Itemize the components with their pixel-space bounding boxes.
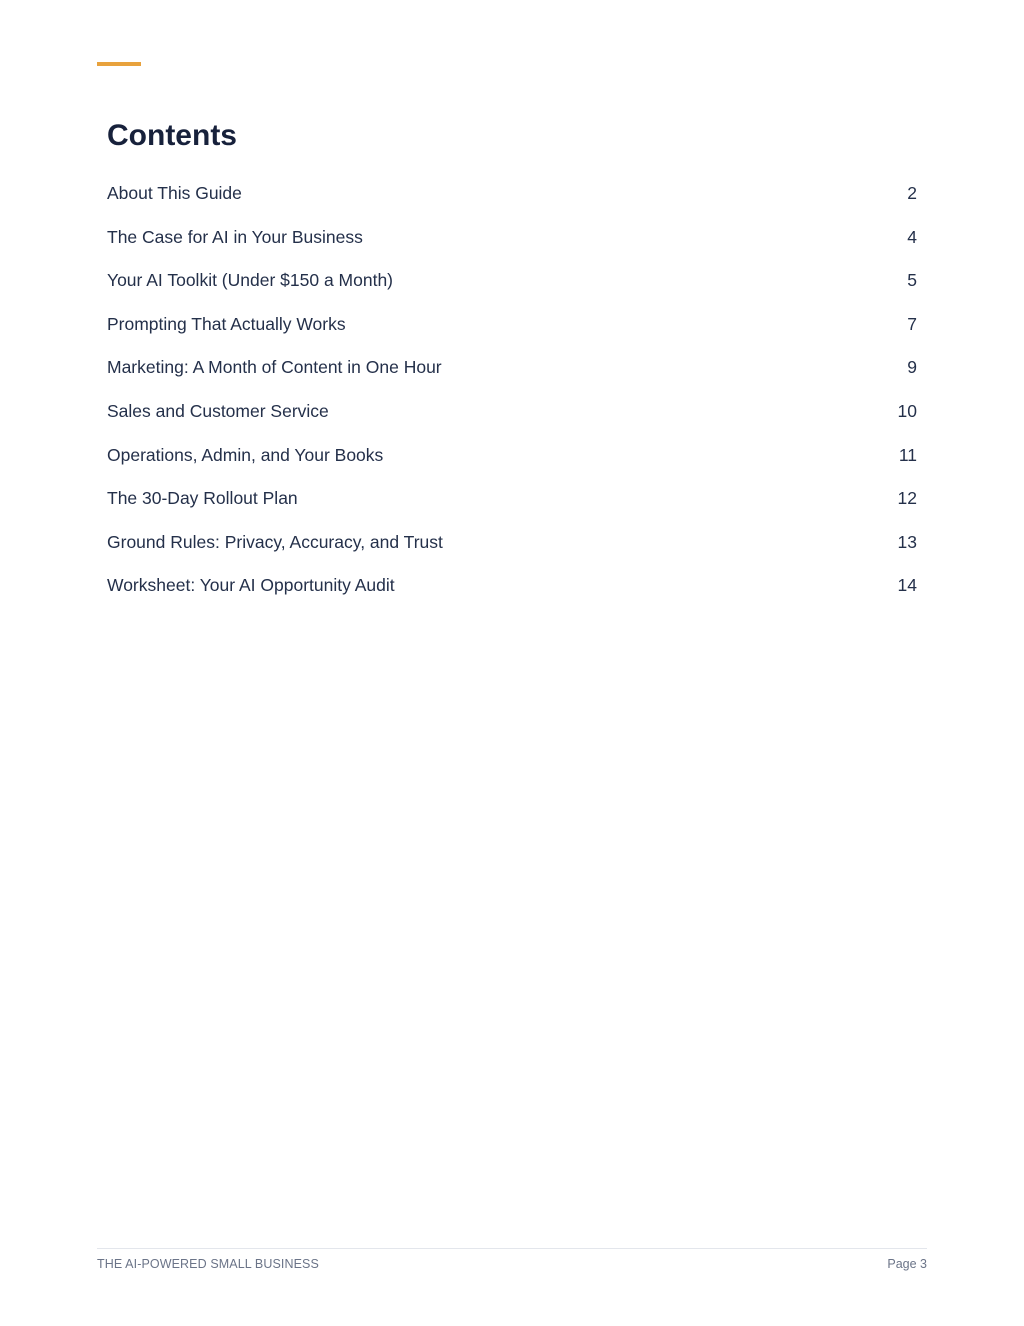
- toc-entry-title: Ground Rules: Privacy, Accuracy, and Trust: [107, 531, 443, 552]
- toc-entry-title: Marketing: A Month of Content in One Hour: [107, 357, 442, 378]
- toc-entry-title: Your AI Toolkit (Under $150 a Month): [107, 270, 394, 291]
- toc-entry-worksheet[interactable]: [107, 568, 917, 612]
- toc-entry-case-for-ai[interactable]: [107, 220, 917, 264]
- toc-entry-page-number: 5: [907, 270, 917, 291]
- toc-entry-page-number: 7: [907, 313, 917, 334]
- heading-accent-bar: [97, 62, 141, 66]
- toc-entry-title: Prompting That Actually Works: [107, 313, 346, 334]
- toc-entry-prompting[interactable]: [107, 307, 917, 351]
- toc-entry-about-this-guide[interactable]: [107, 176, 917, 220]
- toc-entry-page-number: 11: [898, 444, 917, 465]
- toc-entry-rollout-plan[interactable]: [107, 481, 917, 525]
- toc-entry-title: The Case for AI in Your Business: [107, 226, 363, 247]
- toc-entry-page-number: 4: [907, 226, 917, 247]
- toc-entry-page-number: 9: [907, 357, 917, 378]
- footer-page-number: Page 3: [887, 1257, 927, 1271]
- toc-entry-ground-rules[interactable]: [107, 525, 917, 569]
- footer-divider: [97, 1248, 927, 1249]
- toc-entry-sales-customer-service[interactable]: [107, 394, 917, 438]
- contents-heading: Contents: [107, 119, 237, 152]
- toc-entry-page-number: 2: [907, 183, 917, 203]
- toc-entry-title: About This Guide: [107, 183, 242, 203]
- table-of-contents: [107, 176, 917, 612]
- toc-entry-page-number: 14: [897, 575, 917, 596]
- toc-entry-page-number: 10: [897, 400, 917, 421]
- toc-entry-title: Operations, Admin, and Your Books: [107, 444, 384, 465]
- toc-entry-page-number: 13: [897, 531, 917, 552]
- toc-entry-operations[interactable]: [107, 438, 917, 482]
- toc-entry-title: Worksheet: Your AI Opportunity Audit: [107, 575, 395, 596]
- toc-entry-title: Sales and Customer Service: [107, 400, 329, 421]
- toc-entry-ai-toolkit[interactable]: [107, 263, 917, 307]
- footer-book-title: THE AI-POWERED SMALL BUSINESS: [97, 1257, 319, 1271]
- toc-entry-title: The 30-Day Rollout Plan: [107, 488, 298, 509]
- toc-entry-page-number: 12: [897, 488, 917, 509]
- toc-entry-marketing[interactable]: [107, 350, 917, 394]
